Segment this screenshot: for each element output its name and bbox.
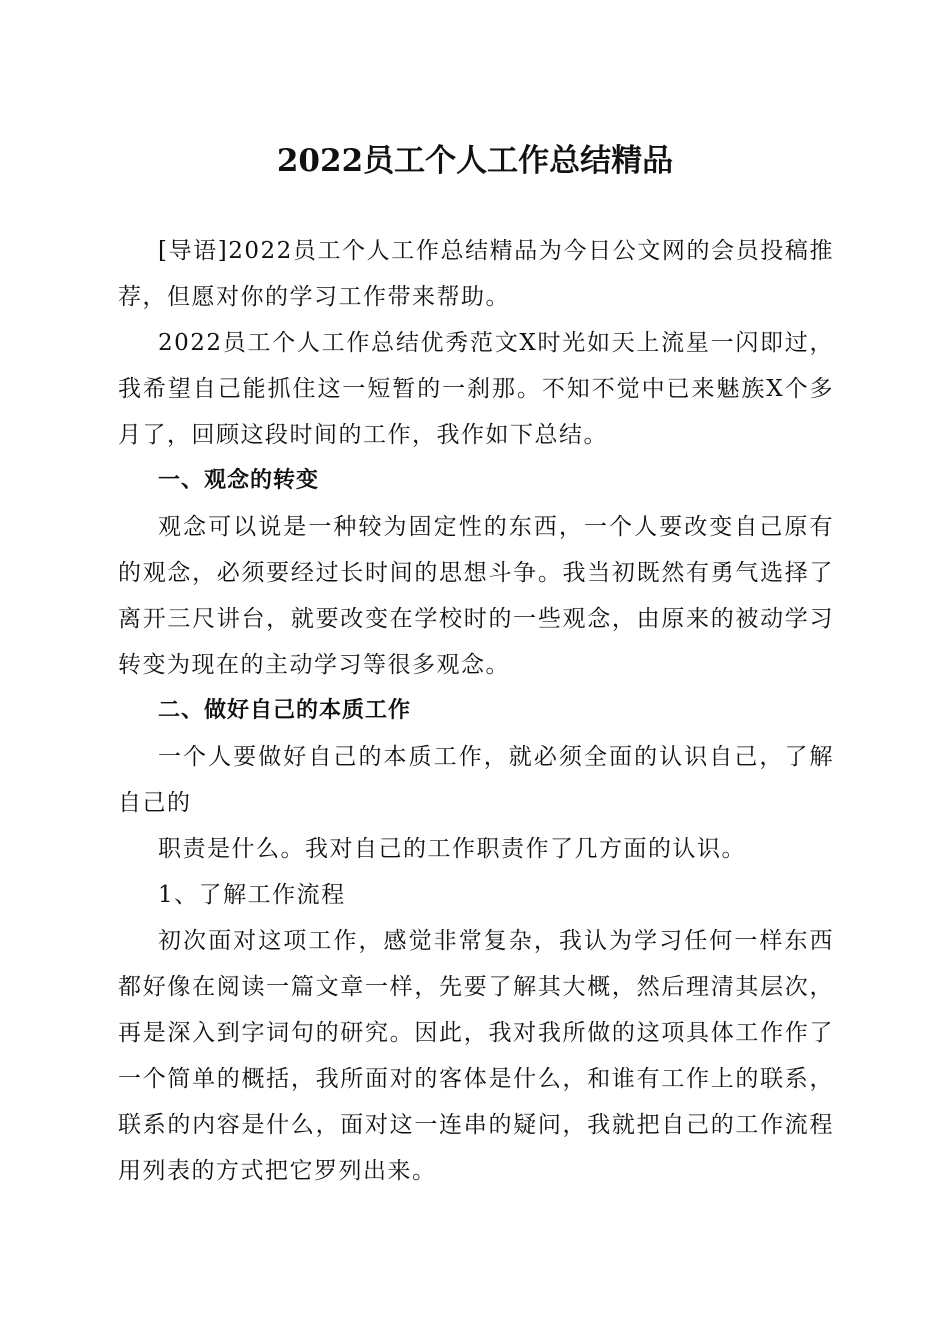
subheading-1: 1、了解工作流程 bbox=[158, 882, 346, 908]
section-3-paragraph: 初次面对这项工作，感觉非常复杂，我认为学习任何一样东西都好像在阅读一篇文章一样，先要了解其大概，然后理清其层次，再是深入到字词句的研究。因此，我对我所做的这项具体工作作了一个简单的概括，我所面对的客体是什么，和谁有工作上的联系，联系的内容是什么，面对这一连串的疑问，我就把自己的工作流程用列表的方式把它罗列出来。 bbox=[118, 928, 834, 1184]
document-title: 2022员工个人工作总结精品 bbox=[276, 143, 674, 179]
section-heading-2: 二、做好自己的本质工作 bbox=[158, 698, 412, 723]
intro-paragraph: [导语]2022员工个人工作总结精品为今日公文网的会员投稿推荐，但愿对你的学习工作带来帮助。 bbox=[118, 238, 834, 310]
document-body bbox=[118, 228, 834, 1194]
section-2-paragraph-b: 职责是什么。我对自己的工作职责作了几方面的认识。 bbox=[158, 836, 746, 862]
section-2-paragraph-a: 一个人要做好自己的本质工作，就必须全面的认识自己，了解自己的 bbox=[118, 744, 834, 816]
section-heading-1: 一、观念的转变 bbox=[158, 468, 320, 493]
opening-paragraph: 2022员工个人工作总结优秀范文X时光如天上流星一闪即过，我希望自己能抓住这一短暂的一刹那。不知不觉中已来魅族X个多月了，回顾这段时间的工作，我作如下总结。 bbox=[118, 330, 834, 448]
section-1-paragraph: 观念可以说是一种较为固定性的东西，一个人要改变自己原有的观念，必须要经过长时间的思想斗争。我当初既然有勇气选择了离开三尺讲台，就要改变在学校时的一些观念，由原来的被动学习转变为现在的主动学习等很多观念。 bbox=[118, 514, 834, 678]
